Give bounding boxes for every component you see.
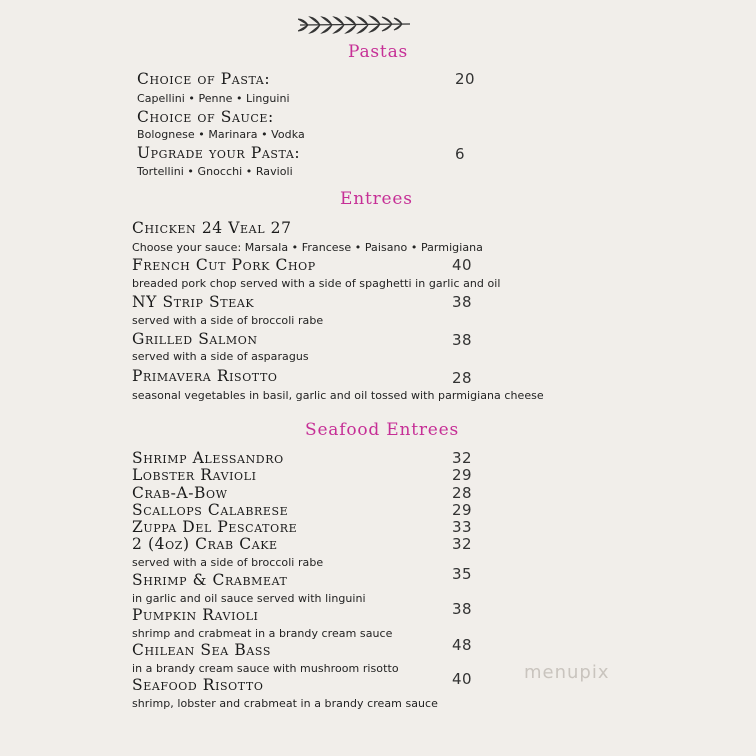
sea-bass-name: Chilean Sea Bass <box>132 641 271 659</box>
seafood-risotto-name: Seafood Risotto <box>132 676 264 694</box>
watermark: menupix <box>524 662 610 683</box>
grilled-salmon-name: Grilled Salmon <box>132 330 258 348</box>
scallops-calabrese-name: Scallops Calabrese <box>132 501 289 519</box>
crab-a-bow-name: Crab-A-Bow <box>132 484 228 502</box>
shrimp-crabmeat-price: 35 <box>452 565 473 583</box>
pastas-heading: Pastas <box>348 42 409 62</box>
pasta-upgrade-name: Upgrade your Pasta: <box>137 144 301 162</box>
pork-chop-desc: breaded pork chop served with a side of spaghetti in garlic and oil <box>132 277 501 290</box>
lobster-ravioli-price: 29 <box>452 466 473 484</box>
pasta-upgrade-price: 6 <box>455 145 466 163</box>
primavera-risotto-price: 28 <box>452 369 473 387</box>
seafood-risotto-desc: shrimp, lobster and crabmeat in a brandy cream sauce <box>132 697 438 710</box>
chicken-veal-name: Chicken 24 Veal 27 <box>132 219 292 237</box>
seafood-risotto-price: 40 <box>452 670 473 688</box>
crab-cake-name: 2 (4oz) Crab Cake <box>132 535 278 553</box>
pasta-choice-price: 20 <box>455 70 476 88</box>
sea-bass-price: 48 <box>452 636 473 654</box>
shrimp-crabmeat-desc: in garlic and oil sauce served with linguini <box>132 592 366 605</box>
primavera-risotto-name: Primavera Risotto <box>132 367 278 385</box>
pasta-upgrade-desc: Tortellini • Gnocchi • Ravioli <box>137 165 293 178</box>
crab-a-bow-price: 28 <box>452 484 473 502</box>
pork-chop-price: 40 <box>452 256 473 274</box>
crab-cake-desc: served with a side of broccoli rabe <box>132 556 324 569</box>
sauce-choice-desc: Bolognese • Marinara • Vodka <box>137 128 305 141</box>
primavera-risotto-desc: seasonal vegetables in basil, garlic and oil tossed with parmigiana cheese <box>132 389 544 402</box>
shrimp-alessandro-price: 32 <box>452 449 473 467</box>
chicken-veal-desc: Choose your sauce: Marsala • Francese • Paisano • Parmigiana <box>132 241 483 254</box>
pasta-choice-name: Choice of Pasta: <box>137 70 271 88</box>
seafood-heading: Seafood Entrees <box>305 420 460 440</box>
pumpkin-ravioli-price: 38 <box>452 600 473 618</box>
shrimp-crabmeat-name: Shrimp & Crabmeat <box>132 571 288 589</box>
grilled-salmon-price: 38 <box>452 331 473 349</box>
pasta-choice-desc: Capellini • Penne • Linguini <box>137 92 290 105</box>
shrimp-alessandro-name: Shrimp Alessandro <box>132 449 284 467</box>
grilled-salmon-desc: served with a side of asparagus <box>132 350 309 363</box>
crab-cake-price: 32 <box>452 535 473 553</box>
pork-chop-name: French Cut Pork Chop <box>132 256 316 274</box>
strip-steak-desc: served with a side of broccoli rabe <box>132 314 324 327</box>
pumpkin-ravioli-desc: shrimp and crabmeat in a brandy cream sauce <box>132 627 393 640</box>
pumpkin-ravioli-name: Pumpkin Ravioli <box>132 606 259 624</box>
strip-steak-price: 38 <box>452 293 473 311</box>
entrees-heading: Entrees <box>340 189 413 209</box>
sauce-choice-name: Choice of Sauce: <box>137 108 274 126</box>
rosemary-branch-icon <box>298 14 414 36</box>
strip-steak-name: NY Strip Steak <box>132 293 255 311</box>
sea-bass-desc: in a brandy cream sauce with mushroom risotto <box>132 662 399 675</box>
zuppa-name: Zuppa Del Pescatore <box>132 518 298 536</box>
zuppa-price: 33 <box>452 518 473 536</box>
lobster-ravioli-name: Lobster Ravioli <box>132 466 257 484</box>
scallops-calabrese-price: 29 <box>452 501 473 519</box>
